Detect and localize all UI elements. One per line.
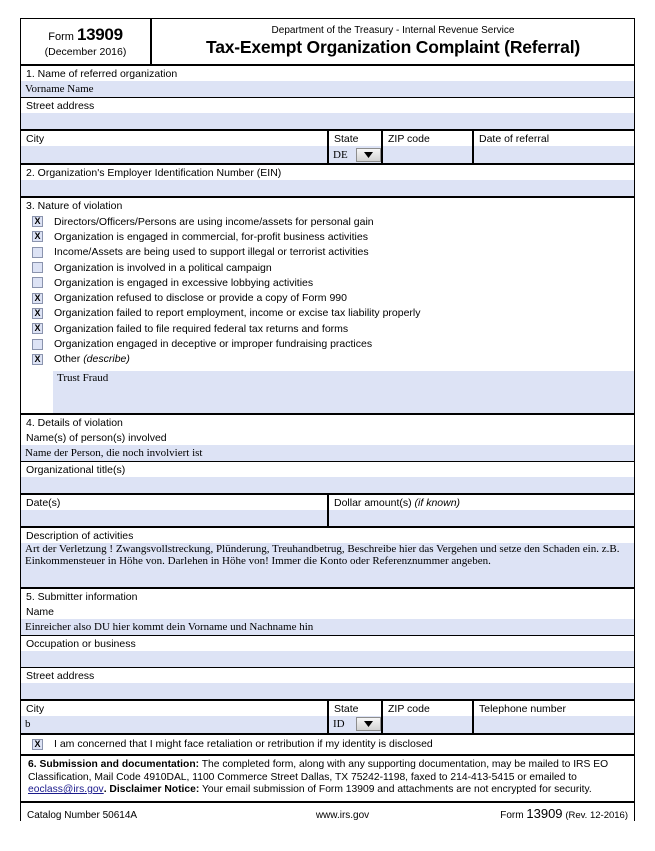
checkbox[interactable]: X [32, 293, 43, 304]
telephone-input[interactable] [474, 716, 634, 733]
section-1-heading: 1. Name of referred organization [26, 68, 178, 80]
occupation-input[interactable] [21, 651, 634, 667]
dollar-amount-hint: (if known) [414, 496, 461, 509]
form-date: (December 2016) [44, 45, 127, 58]
section-6-body-2: Your email submission of Form 13909 and attachments are not encrypted for security. [199, 784, 592, 796]
section-4-titles [21, 462, 634, 495]
violation-other-label [54, 353, 130, 365]
violation-label: Organization is engaged in commercial, for-profit business activities [54, 230, 368, 243]
violation-item-other[interactable] [21, 352, 634, 367]
retaliation-row[interactable] [21, 735, 634, 756]
submitter-zip-label: ZIP code [388, 702, 430, 715]
dates-label: Date(s) [26, 496, 61, 509]
form-label: Form [48, 30, 74, 43]
occupation-label: Occupation or business [26, 637, 136, 650]
eoclass-email-link[interactable]: eoclass@irs.gov [28, 784, 104, 796]
org-state-select[interactable] [329, 146, 381, 163]
submitter-state-select[interactable] [329, 716, 381, 733]
violation-label: Organization engaged in deceptive or improper fundraising practices [54, 338, 373, 351]
violation-item[interactable] [21, 336, 634, 351]
section-4-details [21, 415, 634, 462]
dollar-amount-text: Dollar amount(s) [334, 496, 412, 509]
org-titles-label: Organizational title(s) [26, 463, 126, 476]
checkbox[interactable] [32, 277, 43, 288]
dates-cell [21, 495, 329, 526]
org-state-cell [329, 131, 383, 163]
form-header [21, 19, 634, 66]
section-5-heading: 5. Submitter information [26, 590, 138, 603]
org-city-label: City [26, 133, 45, 145]
checkbox[interactable]: X [32, 354, 43, 365]
submitter-city-input[interactable]: b [21, 716, 327, 733]
violation-label: Organization failed to report employment, income or excise tax liability properly [54, 307, 421, 320]
section-3-nature-of-violation [21, 198, 634, 415]
org-city-input[interactable] [21, 146, 327, 163]
section-4-dates-dollars-row [21, 495, 634, 528]
violation-item[interactable] [21, 245, 634, 260]
section-6-body-1: The completed form, along with any supporting documentation, may be mailed to IRS EO Classification, Mail Code 4910DAL, 1100 Commerce Street Dallas, TX 75242-1198, faxed to 214-413-5415 or emailed to [28, 758, 609, 783]
chevron-down-icon[interactable] [356, 717, 381, 731]
org-city-cell [21, 131, 329, 163]
org-street-input[interactable] [21, 113, 634, 129]
form-number: 13909 [76, 24, 123, 44]
page-title: Tax-Exempt Organization Complaint (Referral) [206, 37, 580, 57]
checkbox[interactable] [32, 262, 43, 273]
footer-form-number: 13909 [526, 805, 563, 821]
violation-item[interactable] [21, 306, 634, 321]
violation-label: Organization failed to file required federal tax returns and forms [54, 322, 349, 335]
checkbox[interactable]: X [32, 231, 43, 242]
persons-involved-label: Name(s) of person(s) involved [26, 431, 167, 444]
submitter-zip-input[interactable] [383, 716, 472, 733]
checkbox[interactable] [32, 247, 43, 258]
form-number-line [48, 25, 123, 45]
org-state-value: DE [333, 148, 348, 161]
retaliation-label: I am concerned that I might face retaliation or retribution if my identity is disclosed [54, 738, 433, 751]
submitter-city-label: City [26, 702, 45, 715]
section-4-description [21, 528, 634, 589]
form-body [20, 18, 635, 821]
violation-item[interactable] [21, 260, 634, 275]
checkbox[interactable]: X [32, 216, 43, 227]
section-2-ein [21, 165, 634, 198]
submitter-state-label: State [334, 702, 359, 715]
chevron-down-icon[interactable] [356, 148, 381, 162]
form-title-block [152, 19, 634, 64]
submitter-state-value: ID [333, 718, 345, 731]
other-text: Other [54, 353, 81, 366]
form-number-block [21, 19, 152, 64]
submitter-state-cell [329, 701, 383, 733]
ein-input[interactable] [21, 180, 634, 196]
agency-name: Department of the Treasury - Internal Revenue Service [271, 25, 515, 36]
section-6-heading: 6. Submission and documentation: [28, 758, 200, 770]
irs-website: www.irs.gov [315, 809, 370, 821]
section-3-heading: 3. Nature of violation [26, 200, 123, 212]
section-4-heading: 4. Details of violation [26, 416, 123, 429]
violation-label: Income/Assets are being used to support illegal or terrorist activities [54, 246, 369, 259]
violation-item[interactable] [21, 275, 634, 290]
checkbox[interactable]: X [32, 308, 43, 319]
violation-item[interactable] [21, 321, 634, 336]
description-label: Description of activities [26, 529, 134, 542]
telephone-cell [474, 701, 634, 733]
checkbox[interactable]: X [32, 739, 43, 750]
org-date-cell [474, 131, 634, 163]
section-1-street [21, 98, 634, 131]
org-state-label: State [334, 133, 359, 145]
org-zip-label: ZIP code [388, 133, 430, 145]
section-6-submission [21, 756, 634, 803]
submitter-name-input[interactable]: Einreicher also DU hier kommt dein Vorname und Nachname hin [21, 619, 634, 635]
org-zip-cell [383, 131, 474, 163]
section-1-org-name [21, 66, 634, 98]
org-date-label: Date of referral [479, 133, 550, 145]
org-street-label: Street address [26, 100, 95, 112]
submitter-street-label: Street address [26, 669, 95, 682]
violation-label: Organization refused to disclose or provide a copy of Form 990 [54, 292, 347, 305]
dates-input[interactable] [21, 510, 327, 526]
disclaimer-heading: . Disclaimer Notice: [103, 784, 200, 796]
org-zip-input[interactable] [383, 146, 472, 163]
org-name-input[interactable]: Vorname Name [21, 81, 634, 97]
persons-involved-input[interactable]: Name der Person, die noch involviert ist [21, 445, 634, 461]
checkbox[interactable]: X [32, 323, 43, 334]
org-date-input[interactable] [474, 146, 634, 163]
violation-label: Directors/Officers/Persons are using income/assets for personal gain [54, 215, 374, 228]
section-2-heading: 2. Organization's Employer Identification Number (EIN) [26, 167, 282, 179]
dollar-amount-cell [329, 495, 634, 526]
section-5-city-row [21, 701, 634, 735]
form-footer [21, 803, 634, 821]
violation-label: Organization is involved in a political campaign [54, 261, 272, 274]
footer-form-label: Form [500, 809, 524, 821]
checkbox[interactable] [32, 339, 43, 350]
violation-item[interactable] [21, 290, 634, 305]
violation-item[interactable] [21, 229, 634, 244]
description-input[interactable]: Art der Verletzung ! Zwangsvollstreckung, Plünderung, Treuhandbetrug, Beschreibe hier das Vergehen und setze den Schaden ein. z.B. Einkommensteuer in Höhe von. Darlehen in Höhe von! Immer die Konto oder Referenznummer angeben. [21, 543, 634, 587]
retaliation-checkbox-row[interactable] [21, 738, 634, 751]
violation-label: Organization is engaged in excessive lobbying activities [54, 276, 314, 289]
violation-item[interactable] [21, 214, 634, 229]
submitter-name-label: Name [26, 605, 55, 618]
section-5-occupation [21, 636, 634, 668]
other-describe-hint: (describe) [83, 353, 130, 366]
footer-revision: (Rev. 12-2016) [565, 809, 628, 821]
section-5-street [21, 668, 634, 701]
submitter-city-cell [21, 701, 329, 733]
org-titles-input[interactable] [21, 477, 634, 493]
submitter-street-input[interactable] [21, 683, 634, 699]
section-1-city-row [21, 131, 634, 165]
violation-checkbox-list [21, 213, 634, 369]
catalog-number: Catalog Number 50614A [27, 809, 138, 821]
submitter-zip-cell [383, 701, 474, 733]
section-5-submitter [21, 589, 634, 636]
other-describe-input[interactable]: Trust Fraud [53, 371, 634, 413]
telephone-label: Telephone number [479, 702, 566, 715]
dollar-amount-label [329, 495, 634, 510]
footer-form-info [418, 806, 628, 821]
dollar-amount-input[interactable] [329, 510, 634, 526]
